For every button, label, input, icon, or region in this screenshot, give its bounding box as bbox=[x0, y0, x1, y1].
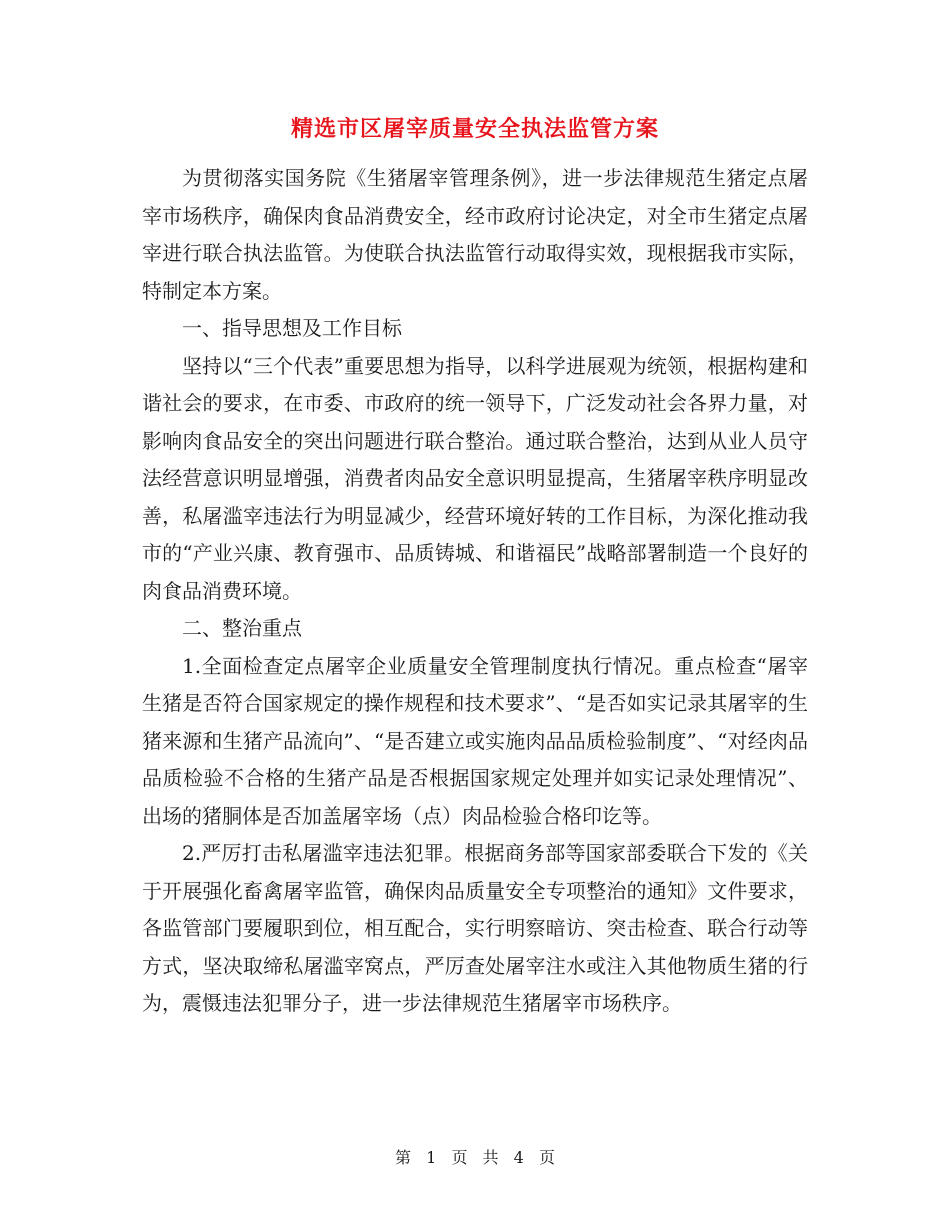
intro-paragraph: 为贯彻落实国务院《生猪屠宰管理条例》，进一步法律规范生猪定点屠宰市场秩序，确保肉食品消费安全，经市政府讨论决定，对全市生猪定点屠宰进行联合执法监管。为使联合执法监管行动取得实效，现根据我市实际，特制定本方案。 bbox=[142, 166, 808, 303]
footer-suffix: 页 bbox=[538, 1148, 555, 1167]
key-focus-item-1: 1.全面检查定点屠宰企业质量安全管理制度执行情况。重点检查“屠宰生猪是否符合国家规定的操作规程和技术要求”、“是否如实记录其屠宰的生猪来源和生猪产品流向”、“是否建立或实施肉品品质检验制度”、“对经肉品品质检验不合格的生猪产品是否根据国家规定处理并如实记录处理情况”、出场的猪胴体是否加盖屠宰场（点）肉品检验合格印讫等。 bbox=[142, 653, 808, 828]
section-heading-guiding-ideology: 一、指导思想及工作目标 bbox=[182, 316, 402, 340]
guiding-ideology-paragraph: 坚持以“三个代表”重要思想为指导，以科学进展观为统领，根据构建和谐社会的要求，在市委、市政府的统一领导下，广泛发动社会各界力量，对影响肉食品安全的突出问题进行联合整治。通过联合整治，达到从业人员守法经营意识明显增强，消费者肉品安全意识明显提高，生猪屠宰秩序明显改善，私屠滥宰违法行为明显减少，经营环境好转的工作目标，为深化推动我市的“产业兴康、教育强市、品质铸城、和谐福民”战略部署制造一个良好的肉食品消费环境。 bbox=[142, 353, 808, 603]
footer-total-prefix: 共 bbox=[482, 1148, 499, 1167]
document-body bbox=[142, 160, 808, 1023]
section-heading-key-focus: 二、整治重点 bbox=[182, 616, 302, 640]
footer-total-pages: 4 bbox=[513, 1148, 524, 1167]
page-footer bbox=[0, 1147, 950, 1169]
footer-page-word: 页 bbox=[451, 1148, 468, 1167]
key-focus-item-2: 2.严厉打击私屠滥宰违法犯罪。根据商务部等国家部委联合下发的《关于开展强化畜禽屠宰监管，确保肉品质量安全专项整治的通知》文件要求，各监管部门要履职到位，相互配合，实行明察暗访、突击检查、联合行动等方式，坚决取缔私屠滥宰窝点，严厉查处屠宰注水或注入其他物质生猪的行为，震慑违法犯罪分子，进一步法律规范生猪屠宰市场秩序。 bbox=[142, 841, 808, 1015]
footer-prefix: 第 bbox=[395, 1148, 412, 1167]
footer-current-page: 1 bbox=[426, 1148, 437, 1167]
document-title: 精选市区屠宰质量安全执法监管方案 bbox=[290, 116, 659, 142]
